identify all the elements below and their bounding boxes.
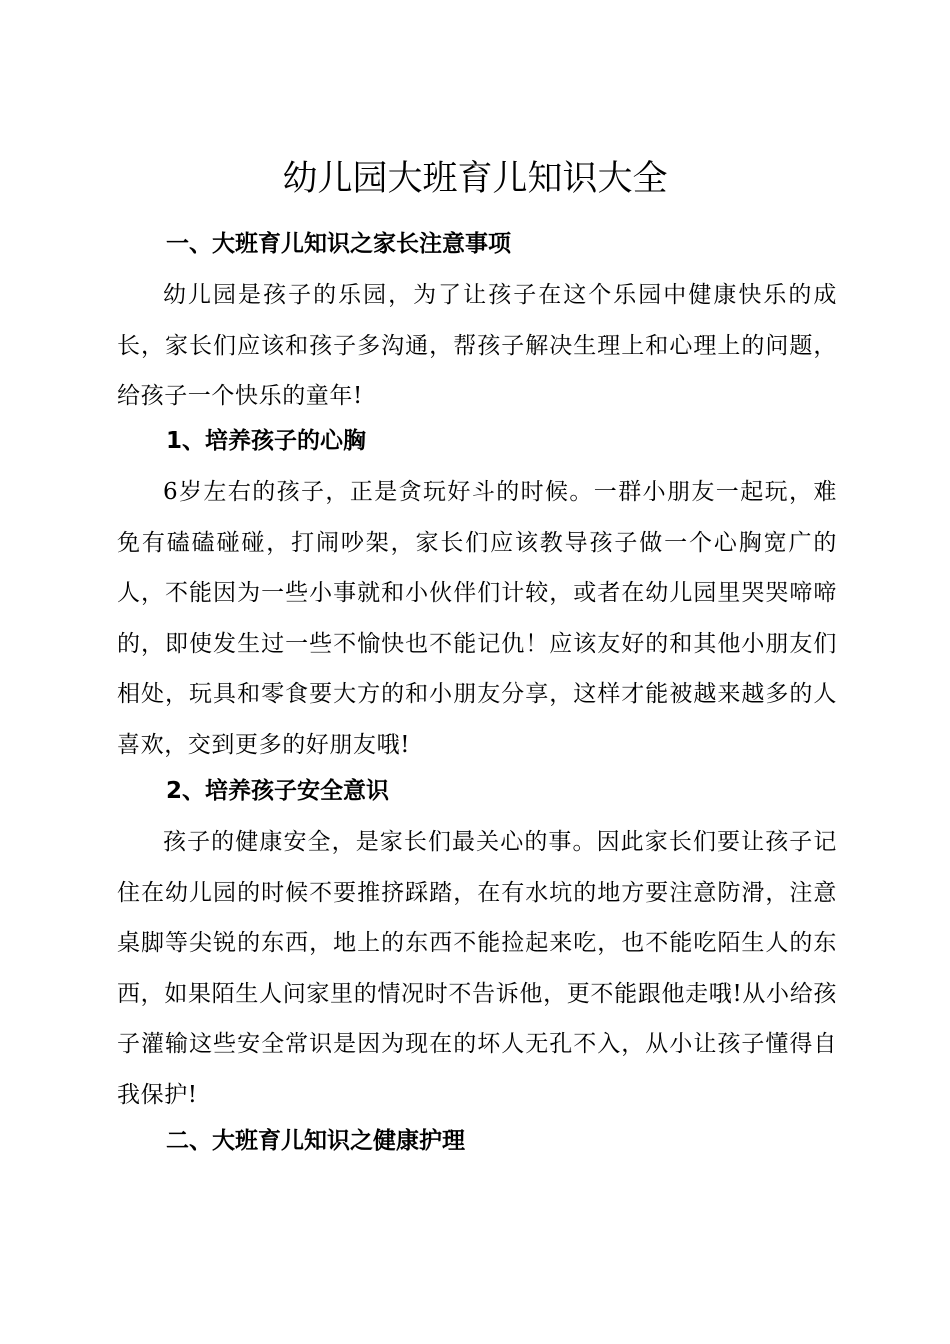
safety-paragraph: 孩子的健康安全，是家长们最关心的事。因此家长们要让孩子记住在幼儿园的时候不要推挤踩踏，在有水坑的地方要注意防滑，注意桌脚等尖锐的东西，地上的东西不能捡起来吃，也不能吃陌生人的东西，如果陌生人问家里的情况时不告诉他，更不能跟他走哦!从小给孩子灌输这些安全常识是因为现在的坏人无孔不入，从小让孩子懂得自我保护!: [117, 829, 837, 1108]
mind-paragraph: 6岁左右的孩子，正是贪玩好斗的时候。一群小朋友一起玩，难免有磕磕碰碰，打闹吵架，家长们应该教导孩子做一个心胸宽广的人，不能因为一些小事就和小伙伴们计较，或者在幼儿园里哭哭啼啼的，即使发生过一些不愉快也不能记仇！应该友好的和其他小朋友们相处，玩具和零食要大方的和小朋友分享，这样才能被越来越多的人喜欢，交到更多的好朋友哦!: [117, 479, 837, 758]
section-heading-1: 一、大班育儿知识之家长注意事项: [166, 231, 511, 257]
section-heading-2: 二、大班育儿知识之健康护理: [166, 1128, 465, 1154]
intro-paragraph: 幼儿园是孩子的乐园，为了让孩子在这个乐园中健康快乐的成长，家长们应该和孩子多沟通，帮孩子解决生理上和心理上的问题，给孩子一个快乐的童年!: [117, 282, 837, 409]
document-title: 幼儿园大班育儿知识大全: [282, 159, 668, 199]
subheading-mind: 1、培养孩子的心胸: [166, 428, 367, 454]
subheading-safety: 2、培养孩子安全意识: [166, 778, 390, 804]
